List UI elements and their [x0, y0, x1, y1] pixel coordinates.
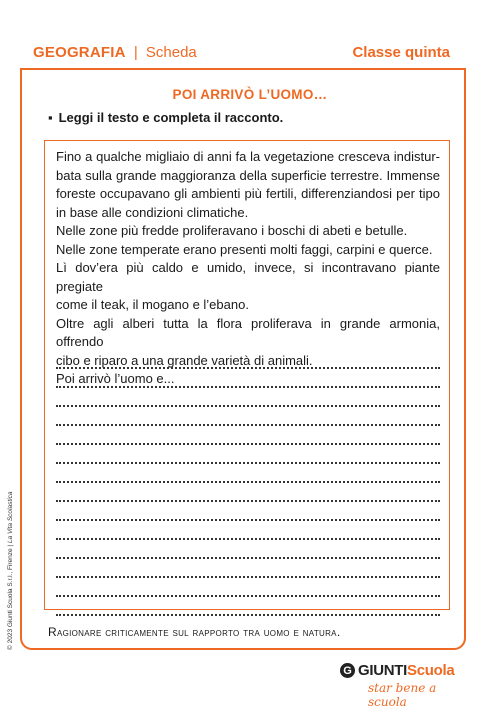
story-line: Nelle zone temperate erano presenti molti faggi, carpini e querce. — [56, 241, 433, 257]
writing-line[interactable] — [56, 502, 440, 521]
copyright-magazine: La Vita Scolastica — [7, 491, 14, 544]
bullet-icon: ▪ — [48, 110, 53, 125]
instruction — [48, 110, 283, 125]
story-line: in base alle condizioni climatiche. — [56, 204, 249, 220]
writing-line[interactable] — [56, 445, 440, 464]
writing-line[interactable] — [56, 369, 440, 388]
logo-wordmark — [340, 662, 454, 679]
story-line: foreste occupavano gli ambienti più fertili, differenziandosi per tipo — [56, 186, 440, 201]
giunti-g-icon: G — [340, 663, 355, 678]
story-line: Poi arrivò l’uomo e... — [56, 371, 175, 386]
writing-lines — [56, 350, 440, 616]
story-line: cibo e riparo a una grande varietà di animali. — [56, 352, 313, 368]
frame-top-rule — [20, 68, 466, 70]
story-line: Fino a qualche migliaio di anni fa la vegetazione cresceva indistur- — [56, 149, 440, 164]
header-left — [33, 44, 197, 61]
footer-note: Ragionare criticamente sul rapporto tra uomo e natura. — [48, 625, 341, 639]
writing-line[interactable] — [56, 540, 440, 559]
copyright-note — [7, 492, 14, 650]
subject-label: GEOGRAFIA — [33, 44, 126, 61]
writing-line[interactable] — [56, 597, 440, 616]
instruction-text: Leggi il testo e completa il racconto. — [58, 110, 284, 125]
copyright-text: © 2023 Giunti Scuola S.r.l., Firenze | — [7, 543, 14, 650]
writing-line[interactable] — [56, 426, 440, 445]
story-line: Oltre agli alberi tutta la flora proliferava in grande armonia, offrendo — [56, 315, 440, 349]
logo-tagline: star bene a scuola — [368, 681, 437, 709]
story-line: bata sulla grande maggioranza della superficie terrestre. Immense — [56, 167, 440, 183]
writing-line[interactable] — [56, 464, 440, 483]
writing-line[interactable] — [56, 407, 440, 426]
header-separator: | — [133, 44, 138, 61]
story-line: Nelle zone più fredde proliferavano i boschi di abeti e betulle. — [56, 223, 408, 238]
page-title: POI ARRIVÒ L’UOMO… — [172, 87, 328, 102]
logo-brand-part1: GIUNTI — [358, 662, 408, 679]
logo-brand-part2: Scuola — [407, 662, 455, 679]
writing-line[interactable] — [56, 559, 440, 578]
writing-line[interactable] — [56, 483, 440, 502]
writing-line[interactable] — [56, 350, 440, 369]
sheet-type-label: Scheda — [145, 44, 197, 61]
publisher-logo — [340, 662, 470, 709]
grade-label: Classe quinta — [352, 44, 450, 61]
header-bar — [33, 44, 450, 61]
story-line: come il teak, il mogano e l’ebano. — [56, 297, 249, 312]
story-line: Lì dov’era più caldo e umido, invece, si incontravano piante pregiate — [56, 260, 440, 294]
writing-line[interactable] — [56, 388, 440, 407]
writing-line[interactable] — [56, 521, 440, 540]
writing-line[interactable] — [56, 578, 440, 597]
